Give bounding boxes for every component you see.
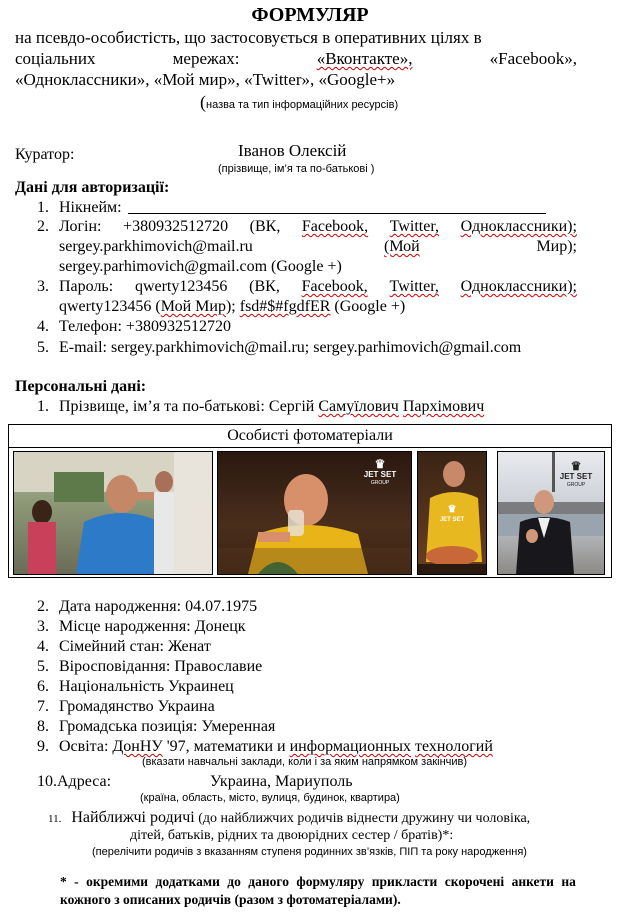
password-word: (ВК,	[249, 278, 280, 295]
item-number: 1.	[37, 398, 49, 415]
photo-table-header: Особисті фотоматеріали	[9, 425, 611, 448]
curator-caption: (прізвище, ім’я та по-батькові )	[218, 163, 375, 175]
detail-row	[37, 637, 211, 656]
fullname-row	[37, 397, 484, 416]
password-line-1	[37, 277, 577, 296]
intro-word: мережах:	[172, 49, 240, 68]
item-number: 6.	[37, 678, 49, 695]
detail-text: Громадська позиція: Умеренная	[59, 718, 276, 735]
curator-name: Іванов Олексій	[238, 141, 347, 160]
jet-set-shirt-logo	[436, 504, 468, 525]
detail-row	[37, 597, 257, 616]
form-title: ФОРМУЛЯР	[251, 4, 369, 26]
relatives-text: (до найближчих родичів віднести дружину чи чоловіка,	[194, 811, 531, 826]
intro-word: соціальних	[15, 49, 96, 68]
detail-text: Національність Украинец	[59, 678, 234, 695]
item-number: 1.	[37, 199, 49, 216]
photo-3	[417, 451, 487, 575]
footnote-line-1	[60, 873, 576, 890]
login-word: (Мой	[384, 238, 420, 255]
education-text: ДонНУ	[112, 738, 163, 755]
password-text: qwerty123456 (	[59, 298, 161, 315]
relatives-line-2: дітей, батьків, рідних та двоюрідних сестер / братів)*:	[130, 828, 454, 843]
footnote-word: окремими	[86, 874, 149, 889]
password-label: Пароль:	[59, 278, 114, 295]
education-caption: (вказати навчальні заклади, коли і за яким напрямком закінчив)	[142, 756, 468, 768]
logo-subtext: GROUP	[566, 482, 586, 488]
login-label: Логін:	[59, 218, 102, 235]
address-value: Украина, Мариуполь	[210, 773, 353, 790]
intro-word: «Вконтакте»,	[316, 49, 413, 68]
photo-2	[217, 451, 412, 575]
footnote-word: на	[561, 874, 576, 889]
password-value: qwerty123456	[134, 278, 228, 295]
resource-caption	[200, 92, 398, 113]
fullname-text: Прізвище, ім’я та по-батькові: Сергій	[59, 398, 319, 415]
address-label: 10.Адреса:	[37, 773, 112, 790]
photo-1	[13, 451, 213, 575]
curator-label: Куратор:	[15, 146, 75, 163]
email-text: E-mail: sergey.parkhimovich@mail.ru; sergey.parhimovich@gmail.com	[59, 339, 522, 356]
item-number: 3.	[37, 618, 49, 635]
education-text: '97, математики и	[162, 738, 290, 755]
item-number: 2.	[37, 218, 49, 235]
intro-line-2	[15, 49, 577, 69]
crown-icon: ♛	[447, 504, 457, 515]
item-number: 7.	[37, 698, 49, 715]
password-word: Facebook,	[301, 278, 368, 295]
login-word: Одноклассники);	[460, 218, 577, 235]
logo-subtext: GROUP	[370, 480, 390, 486]
item-number: 4.	[37, 638, 49, 655]
detail-row	[37, 617, 246, 636]
intro-line-3: «Одноклассники», «Мой мир», «Twitter», «Google+»	[15, 70, 396, 89]
detail-row	[37, 677, 234, 696]
relatives-heading: Найближчі родичі	[71, 809, 195, 826]
password-text: fsd#$#fgdfER	[239, 298, 331, 315]
login-email: sergey.parkhimovich@mail.ru	[59, 238, 253, 255]
education-text: технологий	[414, 738, 493, 755]
detail-text: Громадянство Украина	[59, 698, 215, 715]
personal-heading: Персональні дані:	[15, 378, 147, 395]
relatives-caption: (перелічити родичів з вказанням ступеня родинних зв’язків, ПІП та року народження)	[92, 846, 527, 858]
footnote-word: прикласти	[371, 874, 438, 889]
footnote-word: до	[227, 874, 241, 889]
relatives-line-1	[48, 808, 530, 827]
crown-icon: ♛	[570, 459, 582, 473]
detail-row	[37, 697, 215, 716]
phone-text: Телефон: +380932512720	[59, 318, 231, 335]
logo-text: JET SET	[363, 470, 397, 479]
detail-text: Віросповідання: Православие	[59, 658, 263, 675]
login-line-2	[59, 237, 577, 256]
nickname-label: Нікнейм:	[59, 199, 122, 216]
fullname-text: Пархімович	[402, 398, 485, 415]
item-number: 9.	[37, 738, 49, 755]
item-number: 4.	[37, 318, 49, 335]
password-text: );	[225, 298, 240, 315]
detail-text: Сімейний стан: Женат	[59, 638, 211, 655]
login-word: (ВК,	[249, 218, 281, 235]
email-row	[37, 338, 521, 357]
logo-text: JET SET	[439, 517, 465, 523]
caption-paren: (	[200, 92, 206, 112]
education-row	[37, 737, 493, 756]
detail-text: Дата народження: 04.07.1975	[59, 598, 258, 615]
education-text: информационных	[289, 738, 411, 755]
jet-set-logo	[554, 460, 598, 490]
footnote-word: -	[74, 874, 79, 889]
fullname-text: Самуїлович	[318, 398, 399, 415]
password-word: Twitter,	[389, 278, 439, 295]
education-text: Освіта:	[59, 738, 113, 755]
logo-text: JET SET	[559, 472, 593, 481]
detail-row	[37, 657, 262, 676]
login-word: Facebook,	[301, 218, 369, 235]
item-number: 5.	[37, 658, 49, 675]
footnote-word: скорочені	[444, 874, 505, 889]
password-text: (Google +)	[330, 298, 406, 315]
footnote-word: анкети	[511, 874, 554, 889]
intro-line-1: на псевдо-особистість, що застосовується в оперативних цілях в	[15, 28, 482, 47]
login-line-3: sergey.parhimovich@gmail.com (Google +)	[59, 258, 342, 275]
photo-table	[8, 424, 612, 578]
footnote-word: додатками	[155, 874, 220, 889]
footnote-word: даного	[248, 874, 289, 889]
address-caption: (країна, область, місто, вулиця, будинок, квартира)	[140, 792, 400, 804]
password-line-2	[59, 297, 405, 316]
login-line-1	[37, 217, 577, 236]
item-number: 11.	[48, 813, 62, 825]
photo-4	[497, 451, 605, 575]
caption-text: назва та тип інформаційних ресурсів)	[206, 99, 399, 111]
auth-heading: Дані для авторизації:	[15, 179, 170, 196]
item-number: 8.	[37, 718, 49, 735]
intro-word: «Facebook»,	[489, 49, 577, 68]
crown-icon: ♛	[374, 457, 386, 471]
password-text: Мой Мир	[160, 298, 226, 315]
item-number: 3.	[37, 278, 49, 295]
footnote-line-2: кожного з описаних родичів (разом з фотоматеріалами).	[60, 892, 401, 907]
password-word: Одноклассники);	[460, 278, 577, 295]
detail-row	[37, 717, 275, 736]
footnote-word: формуляру	[296, 874, 365, 889]
item-number: 5.	[37, 339, 49, 356]
nickname-row	[37, 198, 122, 217]
detail-text: Місце народження: Донецк	[59, 618, 246, 635]
jet-set-logo	[356, 458, 404, 488]
login-phone: +380932512720	[123, 218, 229, 235]
photo-1-image	[14, 452, 212, 574]
phone-row	[37, 317, 231, 336]
nickname-blank-line	[128, 213, 546, 214]
login-word: Twitter,	[389, 218, 440, 235]
login-word: Мир);	[536, 238, 577, 255]
item-number: 2.	[37, 598, 49, 615]
footnote-word: *	[60, 874, 67, 889]
